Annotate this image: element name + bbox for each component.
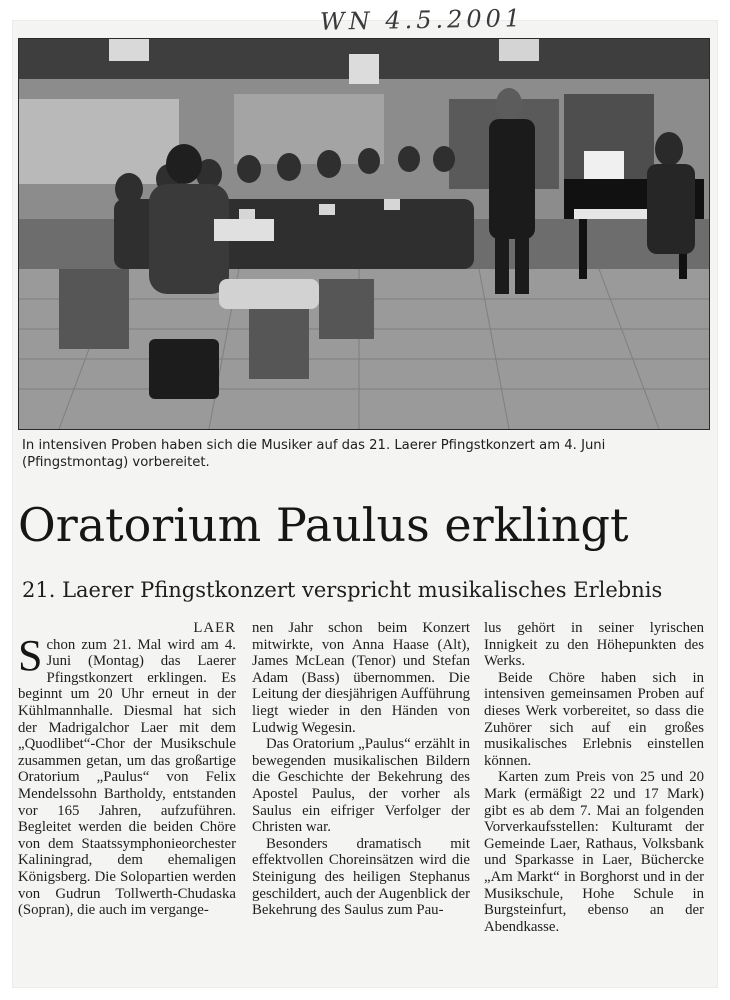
article-column-3 [484,620,704,935]
ceiling-lamp [349,54,379,84]
article-paragraph: Das Oratorium „Paulus“ erzählt in bewegenden musikalischen Bildern die Geschichte der Bekehrung des Apostel Paulus, der vorher als Saulus ein eifriger Verfolger der Christen war. [252,736,470,836]
article-paragraph: chon zum 21. Mal wird am 4. Juni (Montag) das Laerer Pfingstkonzert erklingen. Es beginnt um 20 Uhr erneut in der Kühlmannhalle. Diesmal hat sich der Madrigalchor Laer mit dem „Quodlibet“-Chor der Musikschule zusammen getan, um das großartige Oratorium „Paulus“ von Felix Mendelssohn Bartholdy, entstanden vor 165 Jahren, aufzuführen. Begleitet werden die beiden Chöre von dem Staatssymphonieorchester Kaliningrad, dem ehemaligen Königsberg. Die Solopartien werden von Gudrun Tollwerth-Chudaska (Sopran), die auch im vergange- [18,636,236,919]
concert-rehearsal-photo [18,38,710,430]
article-paragraph: lus gehört in seiner lyrischen Innigkeit zu den Höhepunkten des Werks. [484,620,704,670]
article-paragraph: Karten zum Preis von 25 und 20 Mark (ermäßigt 22 und 17 Mark) gibt es ab dem 7. Mai an folgenden Vorverkaufsstellen: Kulturamt der Gemeinde Laer, Rathaus, Volksbank und Sparkasse in Laer, Büchercke „Am Markt“ in Borghorst und in der Musikschule, Hohe Schule in Burgsteinfurt, ebenso an der Abendkasse. [484,769,704,935]
article-column-2 [252,620,470,919]
article-paragraph: nen Jahr schon beim Konzert mitwirkte, von Anna Haase (Alt), James McLean (Tenor) und Stefan Adam (Bass) übernommen. Die Leitung der diesjährigen Aufführung liegt wieder in den Händen von Ludwig Wegesin. [252,620,470,736]
bleed-through-text [470,470,700,482]
article-paragraph: Besonders dramatisch mit effektvollen Choreinsätzen wird die Steinigung des heiligen Stephanus geschildert, auch der Augenblick der Bekehrung des Saulus zum Pau- [252,835,470,919]
photo-illustration [19,39,709,429]
photo-caption: In intensiven Proben haben sich die Musiker auf das 21. Laerer Pfingstkonzert am 4. Juni (Pfingstmontag) vorbereitet. [22,438,606,470]
article-column-1 [18,620,236,919]
ceiling-lamp [499,39,539,61]
window-left [19,99,179,184]
dateline: LAER [193,620,236,636]
article-subheadline: 21. Laerer Pfingstkonzert verspricht musikalisches Erlebnis [22,578,663,602]
article-paragraph: Beide Chöre haben sich in intensiven gemeinsamen Proben auf dieses Werk vorbereitet, so dass die Zuhörer sich auf ein großes musikalisches Erlebnis einstellen können. [484,669,704,769]
drop-cap: S [18,630,43,680]
article-headline: Oratorium Paulus erklingt [18,498,629,552]
handwritten-date: WN 4.5.2001 [319,4,525,36]
ceiling-lamp [109,39,149,61]
